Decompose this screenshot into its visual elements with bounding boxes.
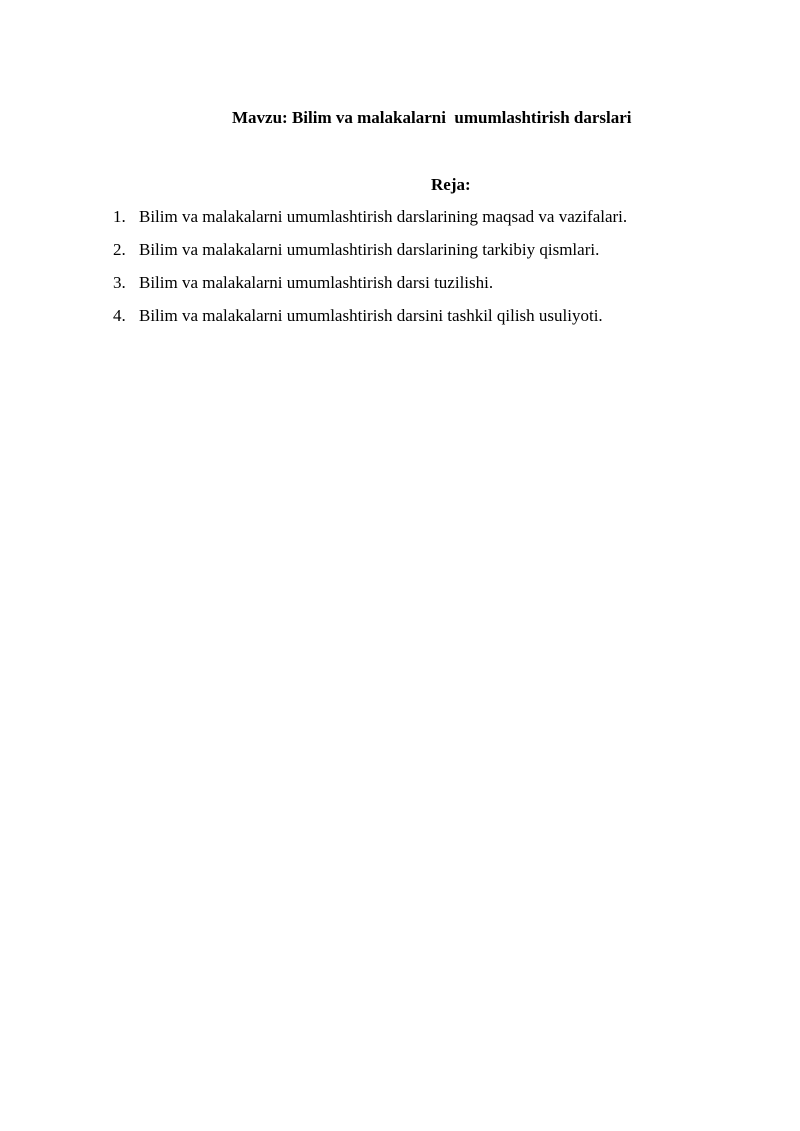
plan-item-number: 4. <box>113 306 126 325</box>
plan-list <box>113 206 627 338</box>
plan-item <box>113 272 627 305</box>
plan-item-text: Bilim va malakalarni umumlashtirish darslarining tarkibiy qismlari. <box>139 240 600 259</box>
plan-item <box>113 206 627 239</box>
plan-item-number: 3. <box>113 273 126 292</box>
plan-item <box>113 239 627 272</box>
plan-item-text: Bilim va malakalarni umumlashtirish darslarining maqsad va vazifalari. <box>139 207 628 226</box>
plan-item <box>113 305 627 338</box>
plan-item-number: 2. <box>113 240 126 259</box>
plan-heading: Reja: <box>431 175 471 194</box>
plan-item-text: Bilim va malakalarni umumlashtirish darsi tuzilishi. <box>139 273 494 292</box>
document-title: Mavzu: Bilim va malakalarni umumlashtirish darslari <box>232 108 632 127</box>
plan-item-number: 1. <box>113 207 126 226</box>
plan-item-text: Bilim va malakalarni umumlashtirish darsini tashkil qilish usuliyoti. <box>139 306 603 325</box>
